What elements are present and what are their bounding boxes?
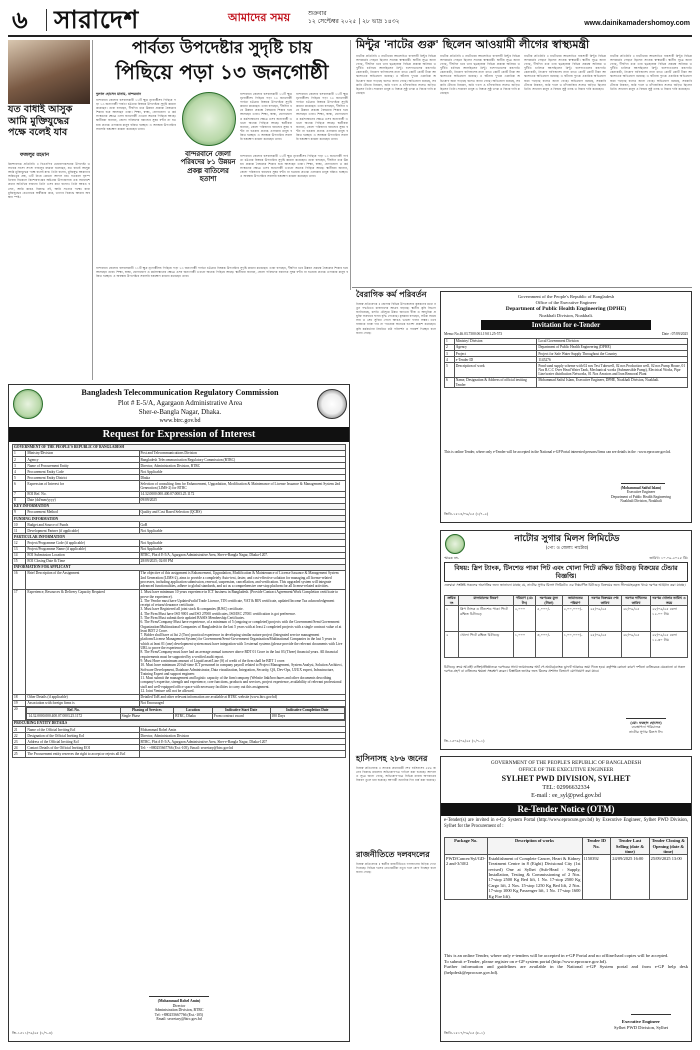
requirement-item: 11. Must submit the management and logistic capacity of the firm/company (Website link/brochures and other documents describing company's expertise, strength and experience, core functions, products and services, project experience, availability of relevant professional staff and well-equipped office space with necessary facilities to carry out this assignment. bbox=[140, 676, 342, 689]
table-cell: ২,০০০ bbox=[513, 606, 535, 632]
row-value: Mohammad Saiful Islam, Executive Engineer, DPHE, Noakhali Division, Noakhali. bbox=[537, 377, 688, 387]
table-cell: খোলা পিটে রক্ষিত চিটাগুড় bbox=[459, 632, 514, 658]
row-label: Address of the Official Inviting EoI bbox=[26, 739, 139, 745]
table-cell: স্লিপ ট্যাংক ও টিনশেড পাকা পিটে রক্ষিত চিটাগুড় bbox=[459, 606, 514, 632]
sugar-mills-table bbox=[444, 595, 688, 658]
pwd-tender-id: 1150392 bbox=[582, 855, 611, 900]
sugar-mills-signature bbox=[626, 711, 666, 719]
row-number: 10 bbox=[13, 522, 26, 528]
row-label: Ministry/ Division bbox=[454, 339, 537, 345]
pwd-note1: This is an online Tender, where only e-tenders will be accepted in e-GP Portal and no offline/hard copies will be accepted. bbox=[444, 953, 669, 958]
row-value: GoB bbox=[139, 522, 345, 528]
dphe-table bbox=[444, 338, 688, 388]
table-header bbox=[27, 707, 345, 713]
btrc-row-17 bbox=[13, 589, 346, 694]
table-cell: ২৮/০৯/২৫ bbox=[621, 632, 650, 658]
section-heading: KEY INFORMATION bbox=[13, 504, 346, 510]
sugar-mills-org: নাটোর সুগার মিলস লিমিটেড bbox=[514, 534, 620, 544]
btrc-logo bbox=[13, 389, 43, 419]
row-value: Local Government Division bbox=[537, 339, 688, 345]
btrc-advertisement bbox=[8, 384, 350, 1042]
dphe-memo-date: Date : 07/09/2025 bbox=[662, 332, 688, 336]
requirement-item: 6. The Firm/Company Must have experience, of a minimum of 5 (ongoing or completed) projects with the Government/Semi Government Organization/Multinational Companies of Bangladesh in the last 5 years with at least 2 completed projects with a single contract value of at least BDT 2 Crore. bbox=[140, 620, 342, 633]
row-label: Name, Designation & Address of official inviting Tender bbox=[454, 377, 537, 387]
row-label: Association with foreign firms is bbox=[26, 700, 139, 706]
table-row bbox=[445, 606, 688, 632]
header-day: শুক্রবার bbox=[308, 10, 327, 17]
row-value: 14.32.0000.000.400.07.0003.25.1172 bbox=[139, 491, 345, 497]
pwd-signer-title: Executive Engineer bbox=[621, 1019, 661, 1024]
btrc-signer-div: Administration Division, BTRC bbox=[154, 1008, 204, 1013]
dphe-dept: Department of Public Health Engineering (DPHE) bbox=[505, 306, 627, 312]
table-row bbox=[445, 632, 688, 658]
row-value: BTRC, Plot # E-5/A, Agargaon Administrative Area, Sher-e-Bangla Nagar, Dhaka-1207. bbox=[139, 552, 345, 558]
right-top-body-4: নাটোর প্রতিনিধি ॥ নাটোরের আলোচিত ব্যবসায়ী মিন্টুর বিভিন্ন অপকর্মের পেছনে ছিলেন সাবেক স্বাস্থ্যমন্ত্রী। স্থানীয় সূত্রে জানা গেছে, দীর্ঘদিন ধরে তার ছত্রছায়ায় বিভিন্ন প্রকল্পে অনিয়ম ও দুর্নীতি চালিয়ে আসছিলেন মিন্টু। হাসপাতালের যন্ত্রপাতি কেনাকাটা, নিয়োগ বাণিজ্যসহ নানা খাতে কোটি কোটি টাকা আত্মসাতের অভিযোগ রয়েছে। এ ঘটনায় দুদকে একাধিক অভিযোগ জমা পড়েছে বলেও জানা গেছে। অভিযোগ রয়েছে, সরকারি টেন্ডার নিয়ন্ত্রণ, জমি দখল ও চাঁদাবাজির সঙ্গেও জড়িত ছিলেন তিনি। সাধারণ মানুষ এ বিষয়ে সুষ্ঠু তদন্ত ও বিচার দাবি করেছেন। bbox=[610, 54, 692, 91]
section-heading: GOVERNMENT OF THE PEOPLE'S REPUBLIC OF BANGLADESH bbox=[13, 445, 346, 451]
row-value: Quality and Cost Based Selection (QCBS) bbox=[139, 510, 345, 516]
dphe-memo: Memo No.46.03.7500.061.19.01.25-573 bbox=[444, 332, 503, 336]
row-label: Designation of the Official Inviting EoI bbox=[26, 733, 139, 739]
section-heading: INFORMATION FOR APPLICANT bbox=[13, 564, 346, 570]
btrc-org: Bangladesh Telecommunication Regulatory Commission bbox=[81, 388, 279, 397]
row-label: Project bbox=[454, 351, 537, 357]
main-kicker: পার্বত্য উপদেষ্টার সুদৃষ্টি চায় bbox=[131, 38, 313, 57]
page-header bbox=[8, 6, 692, 34]
row-number: 4 bbox=[445, 357, 455, 363]
column-header: ক্রমিক নং bbox=[445, 596, 459, 606]
row-value: Bangladesh Telecommunication Regulatory Commission (BTRC) bbox=[139, 457, 345, 463]
column-header: দরপত্রের মূল্য (টাকা) bbox=[536, 596, 562, 606]
row-value: Selection of consulting firm for Enhancement, Upgradation, Modification & Maintenance of License Issuance & Management System 2nd Generation (LIMS-2) for BTRC bbox=[139, 481, 345, 491]
table-cell: ২৮/০৯/২৫ বেলা ১২.৩০ টায় bbox=[651, 632, 688, 658]
requirement-item: 12. Joint Venture will not be allowed. bbox=[140, 689, 195, 694]
row-number: 23 bbox=[13, 739, 26, 745]
row-number: 7 bbox=[13, 491, 26, 497]
pwd-description: Establishment of Complete Cancer, Heart & Kidney Treatment Centre in 8 (Eight) Divisional City (1st revised) One at Sylhet (Sub-Head : Supply, Installation, Testing & Commissioning of 2 Nos. 17-stop 2500 Kg Bed lift, 1 No. 17-stop 2500 Kg Cargo lift, 2 Nos. 15-stop 1250 Kg Bed lift, 2 Nos. 17-stop 1000 Kg Passenger lift, 1 No. 17-stop 1600 Kg Fire lift). bbox=[488, 855, 581, 899]
column-header: Phasing of Services bbox=[120, 707, 173, 713]
table-row bbox=[445, 363, 688, 378]
sugar-mills-memo: স্মারক নং- bbox=[444, 556, 459, 560]
sugar-mills-logo bbox=[445, 534, 465, 554]
row-label: Expression of Interest for bbox=[26, 481, 139, 491]
row-number: 3 bbox=[445, 351, 455, 357]
dphe-office: Office of the Executive Engineer bbox=[535, 300, 597, 305]
hasina-body: নিজস্ব প্রতিবেদক ॥ সাবেক প্রধানমন্ত্রী শেখ হাসিনাসহ ২৮৬ জনের বিরুদ্ধে মামলার অভিযোগপত্র দাখিল করা হয়েছে। আদালত সূত্রে জানা গেছে, অভিযোগপত্রে বিভিন্ন ধারায় অপরাধের বিবরণ তুলে ধরা হয়েছে। আগামী শুনানির দিন ধার্য করা হয়েছে। bbox=[356, 766, 436, 783]
row-value bbox=[139, 751, 345, 757]
row-value: 1145276 bbox=[537, 357, 688, 363]
main-body-col4: বান্দরবান জেলায় বসবাসকারী ১১টি ক্ষুদ্র নৃগোষ্ঠীসহ পিছিয়ে পড়া ১৩ জনগোষ্ঠী পার্বত্য চট্টগ্রাম বিষয়ক উপদেষ্টার সুদৃষ্টি কামনা করেছেন। তারা বলছেন, দীর্ঘদিন ধরে উন্নয়ন প্রকল্পে বৈষম্যের শিকার হয়ে আসছেন তারা। শিক্ষা, স্বাস্থ্য, যোগাযোগ ও কর্মসংস্থানের ক্ষেত্রে এসব জনগোষ্ঠী এখনো অনেক পিছিয়ে আছে। স্থানীয়রা জানান, জেলা পরিষদের বরাদ্দের সুষম বণ্টন না হওয়ায় প্রত্যন্ত এলাকার মানুষ বঞ্চিত হচ্ছেন। এ অবস্থায় উপদেষ্টার সরাসরি হস্তক্ষেপ কামনা করেছেন তারা। bbox=[296, 92, 348, 142]
row-number: 19 bbox=[13, 700, 26, 706]
row-number: 1 bbox=[13, 451, 26, 457]
hasina-headline: হাসিনাসহ ২৮৬ জনের bbox=[356, 754, 428, 763]
pwd-signature bbox=[631, 1007, 671, 1015]
main-body-lower: বান্দরবান জেলায় বসবাসকারী ১১টি ক্ষুদ্র নৃগোষ্ঠীসহ পিছিয়ে পড়া ১৩ জনগোষ্ঠী পার্বত্য চট্টগ্রাম বিষয়ক উপদেষ্টার সুদৃষ্টি কামনা করেছেন। তারা বলছেন, দীর্ঘদিন ধরে উন্নয়ন প্রকল্পে বৈষম্যের শিকার হয়ে আসছেন তারা। শিক্ষা, স্বাস্থ্য, যোগাযোগ ও কর্মসংস্থানের ক্ষেত্রে এসব জনগোষ্ঠী এখনো অনেক পিছিয়ে আছে। স্থানীয়রা জানান, জেলা পরিষদের বরাদ্দের সুষম বণ্টন না হওয়ায় প্রত্যন্ত এলাকার মানুষ বঞ্চিত হচ্ছেন। এ অবস্থায় উপদেষ্টার সরাসরি হস্তক্ষেপ কামনা করেছেন তারা। bbox=[96, 266, 348, 279]
pwd-package: PWD/Cancer/Syl/GD-2 and-3/30/2 bbox=[445, 855, 488, 900]
pwd-col-tender-id: Tender ID No. bbox=[582, 838, 611, 855]
column-header: Ref. No. bbox=[27, 707, 120, 713]
section-title: সারাদেশ bbox=[54, 5, 139, 34]
table-row bbox=[13, 481, 346, 491]
sugar-mills-signer: (মো: ফরহাদ হোসেন) bbox=[630, 721, 662, 725]
table-row bbox=[445, 855, 688, 900]
left-story-body: কিশোরগঞ্জ প্রতিনিধি ॥ বিএনপির চেয়ারপারসনের উপদেষ্টা ও সাবেক সংসদ সদস্য ফজলুর রহমান বলেছেন, যত বাধাই আসুক আমি মুক্তিযুদ্ধের পক্ষে বলেই যাব। তিনি বলেন, মুক্তিযুদ্ধ আমাদের অস্তিত্বের প্রশ্ন, এটি নিয়ে কোনো আপস নয়। গতকাল বৃহস্পতিবার বিকেলে কিশোরগঞ্জের অষ্টগ্রাম উপজেলায় এক সমাবেশে প্রধান অতিথির বক্তব্যে তিনি এসব কথা বলেন। তিনি আরও বলেন, আমি কারও বিরুদ্ধে নই, আমি সত্যের পক্ষে। যারা মুক্তিযুদ্ধের চেতনাকে অস্বীকার করে, তাদের বিরুদ্ধে আমার অবস্থান স্পষ্ট। bbox=[8, 162, 90, 199]
pwd-note3: Further information and guidelines are available in the National e-GP System portal and from e-GP help desk (helpdesk@eprocure.gov.bd). bbox=[444, 964, 688, 975]
pwd-col-last-selling: Tender Last Selling (date & time) bbox=[611, 838, 649, 855]
btrc-table bbox=[12, 444, 346, 758]
pwd-gov: GOVERNMENT OF THE PEOPLE'S REPUBLIC OF BANGLADESH bbox=[490, 760, 642, 766]
row-number: 2 bbox=[445, 345, 455, 351]
table-cell: ১,০০,০০০/- bbox=[562, 632, 589, 658]
row-number: 12 bbox=[13, 540, 26, 546]
row-number: 14 bbox=[13, 552, 26, 558]
sugar-mills-advertisement bbox=[440, 530, 692, 750]
dphe-title: Invitation for e-Tender bbox=[481, 320, 651, 330]
header-website[interactable]: www.dainikamadershomoy.com bbox=[584, 20, 690, 27]
main-body-col1: বান্দরবান জেলায় বসবাসকারী ১১টি ক্ষুদ্র নৃগোষ্ঠীসহ পিছিয়ে পড়া ১৩ জনগোষ্ঠী পার্বত্য চট্টগ্রাম বিষয়ক উপদেষ্টার সুদৃষ্টি কামনা করেছেন। তারা বলছেন, দীর্ঘদিন ধরে উন্নয়ন প্রকল্পে বৈষম্যের শিকার হয়ে আসছেন তারা। শিক্ষা, স্বাস্থ্য, যোগাযোগ ও কর্মসংস্থানের ক্ষেত্রে এসব জনগোষ্ঠী এখনো অনেক পিছিয়ে আছে। স্থানীয়রা জানান, জেলা পরিষদের বরাদ্দের সুষম বণ্টন না হওয়ায় প্রত্যন্ত এলাকার মানুষ বঞ্চিত হচ্ছেন। এ অবস্থায় উপদেষ্টার সরাসরি হস্তক্ষেপ কামনা করেছেন তারা। bbox=[96, 98, 176, 131]
btrc-address1: Plot # E-5/A, Agargaon Administrative Area bbox=[117, 399, 243, 407]
row-label: Project/Programme Code (if applicable) bbox=[26, 540, 139, 546]
row-value: Director, Administration Division, BTRC bbox=[139, 463, 345, 469]
table-cell: BTRC, Dhaka bbox=[174, 713, 213, 719]
row-value: Dhaka bbox=[139, 475, 345, 481]
pwd-tel: TEL: 02996632334 bbox=[542, 785, 590, 791]
pwd-signer-div: Sylhet PWD Division, Sylhet bbox=[613, 1024, 669, 1030]
btrc-address2: Sher-e-Bangla Nagar, Dhaka. bbox=[138, 408, 222, 416]
row-number: 9 bbox=[13, 510, 26, 516]
dphe-signature bbox=[621, 476, 665, 484]
main-body-col3: বান্দরবান জেলায় বসবাসকারী ১১টি ক্ষুদ্র নৃগোষ্ঠীসহ পিছিয়ে পড়া ১৩ জনগোষ্ঠী পার্বত্য চট্টগ্রাম বিষয়ক উপদেষ্টার সুদৃষ্টি কামনা করেছেন। তারা বলছেন, দীর্ঘদিন ধরে উন্নয়ন প্রকল্পে বৈষম্যের শিকার হয়ে আসছেন তারা। শিক্ষা, স্বাস্থ্য, যোগাযোগ ও কর্মসংস্থানের ক্ষেত্রে এসব জনগোষ্ঠী এখনো অনেক পিছিয়ে আছে। স্থানীয়রা জানান, জেলা পরিষদের বরাদ্দের সুষম বণ্টন না হওয়ায় প্রত্যন্ত এলাকার মানুষ বঞ্চিত হচ্ছেন। এ অবস্থায় উপদেষ্টার সরাসরি হস্তক্ষেপ কামনা করেছেন তারা। bbox=[240, 92, 292, 142]
btrc-signature bbox=[149, 989, 209, 997]
row-number: 4 bbox=[13, 469, 26, 475]
pwd-footer-code: জিডি-১৫১৭/০৯/২৫ (৮–১) bbox=[444, 1031, 485, 1035]
requirement-item: 10. Must have minimum 20 full-time ICT personnel in company payroll related to Project Management, System Analyst, Solution Architect, Software Development, Database Administrator, Data visualization, Integration, Security, QA, Dev-Ops, UI/UX expert, Infrastructure, Training Expert and support engineer. bbox=[140, 663, 343, 676]
row-number: 17 bbox=[13, 589, 26, 694]
pwd-col-description: Description of works bbox=[487, 838, 582, 855]
row-label: Development Partner (if applicable) bbox=[26, 528, 139, 534]
requirement-item: 5. The Firm Must submit their updated BASIS Membership Certificates. bbox=[140, 616, 245, 620]
section-heading: FUNDING INFORMATION bbox=[13, 516, 346, 522]
table-row bbox=[445, 377, 688, 387]
row-label: Project/Programme Name (if applicable) bbox=[26, 546, 139, 552]
table-cell: ১ bbox=[445, 606, 459, 632]
row-number: 16 bbox=[13, 570, 26, 589]
row-value: Department of Public Health Engineering (DPHE) bbox=[537, 345, 688, 351]
right-top-body-1: নাটোর প্রতিনিধি ॥ নাটোরের আলোচিত ব্যবসায়ী মিন্টুর বিভিন্ন অপকর্মের পেছনে ছিলেন সাবেক স্বাস্থ্যমন্ত্রী। স্থানীয় সূত্রে জানা গেছে, দীর্ঘদিন ধরে তার ছত্রছায়ায় বিভিন্ন প্রকল্পে অনিয়ম ও দুর্নীতি চালিয়ে আসছিলেন মিন্টু। হাসপাতালের যন্ত্রপাতি কেনাকাটা, নিয়োগ বাণিজ্যসহ নানা খাতে কোটি কোটি টাকা আত্মসাতের অভিযোগ রয়েছে। এ ঘটনায় দুদকে একাধিক অভিযোগ জমা পড়েছে বলেও জানা গেছে। অভিযোগ রয়েছে, সরকারি টেন্ডার নিয়ন্ত্রণ, জমি দখল ও চাঁদাবাজির সঙ্গেও জড়িত ছিলেন তিনি। সাধারণ মানুষ এ বিষয়ে সুষ্ঠু তদন্ত ও বিচার দাবি করেছেন। bbox=[356, 54, 436, 95]
row-value: Not Applicable bbox=[139, 540, 345, 546]
row-number: 21 bbox=[13, 727, 26, 733]
row-number: 5 bbox=[13, 475, 26, 481]
table-cell: ২৫/০৯/২৫ bbox=[589, 606, 622, 632]
btrc-signer-email: Email: secretary@btrc.gov.bd bbox=[156, 1017, 202, 1022]
btrc-title: Request for Expression of Interest bbox=[9, 427, 349, 442]
row-value: 09/09/2025 bbox=[139, 497, 345, 503]
section-heading: PARTICULAR INFORMATION bbox=[13, 534, 346, 540]
row-value: Not Encouraged bbox=[139, 700, 345, 706]
table-cell: 14.32.0000.000.400.07.0003.25.1172 bbox=[27, 713, 120, 719]
requirement-item: 4. The Firm Must have ISO 9001 and ISO 27000 certificates, ISO/IEC 27001 certification is got preference. bbox=[140, 611, 296, 616]
table-cell: ১,০০০ bbox=[513, 632, 535, 658]
table-cell: ২৮/০৯/২৫ বেলা ১২.০০ টায় bbox=[651, 606, 688, 632]
row-label: Name of the Official Inviting EoI bbox=[26, 727, 139, 733]
dphe-advertisement bbox=[440, 291, 692, 523]
row-value: BTRC, Plot # E-5/A, Agargaon Administrative Area, Sher-e-Bangla Nagar, Dhaka-1207 bbox=[139, 739, 345, 745]
column-header: Indicative Start Date bbox=[212, 707, 270, 713]
btrc-signer-tel: Tel: +880255667766 (Ext.-105) bbox=[154, 1012, 204, 1017]
row-label: Name of Procurement Entity bbox=[26, 463, 139, 469]
row-number: 20 bbox=[13, 706, 26, 720]
column-header: Location bbox=[174, 707, 213, 713]
column-header: মালামালের বিবরণ bbox=[459, 596, 514, 606]
sugar-mills-footer-code: জি-১৫০৯/০৯/২৫ (১/৭–১) bbox=[444, 739, 485, 743]
btrc-emblem bbox=[317, 389, 347, 419]
row-label: EOI Ref. No. bbox=[26, 491, 139, 497]
main-byline: দুলাল হোসেন মানাম, বান্দরবান bbox=[96, 92, 142, 96]
pwd-email[interactable]: E-mail : ee_syl@pwd.gov.bd bbox=[531, 793, 601, 799]
pwd-col-package: Package No. bbox=[445, 838, 488, 855]
pwd-title: Re-Tender Notice (OTM) bbox=[441, 803, 691, 816]
table-cell: ৩,০০০/- bbox=[536, 632, 562, 658]
right-top-body-2: নাটোর প্রতিনিধি ॥ নাটোরের আলোচিত ব্যবসায়ী মিন্টুর বিভিন্ন অপকর্মের পেছনে ছিলেন সাবেক স্বাস্থ্যমন্ত্রী। স্থানীয় সূত্রে জানা গেছে, দীর্ঘদিন ধরে তার ছত্রছায়ায় বিভিন্ন প্রকল্পে অনিয়ম ও দুর্নীতি চালিয়ে আসছিলেন মিন্টু। হাসপাতালের যন্ত্রপাতি কেনাকাটা, নিয়োগ বাণিজ্যসহ নানা খাতে কোটি কোটি টাকা আত্মসাতের অভিযোগ রয়েছে। এ ঘটনায় দুদকে একাধিক অভিযোগ জমা পড়েছে বলেও জানা গেছে। অভিযোগ রয়েছে, সরকারি টেন্ডার নিয়ন্ত্রণ, জমি দখল ও চাঁদাবাজির সঙ্গেও জড়িত ছিলেন তিনি। সাধারণ মানুষ এ বিষয়ে সুষ্ঠু তদন্ত ও বিচার দাবি করেছেন। bbox=[440, 54, 520, 95]
row-label: Budget and Source of Funds bbox=[26, 522, 139, 528]
dphe-note: This is online Tender, where only e-Tender will be accepted in the National e-GP Portal interested persons/firms can see details in the : www.eprocure.gov.bd. bbox=[444, 450, 672, 454]
table-cell: ২,০০,০০০/- bbox=[562, 606, 589, 632]
row-value: Pond sand supply scheme with 02 nos Test Tubewell, 02 nos Production well, 02 nos Pump House, 01 Nos R.C.C Over Head Water Tank, Mechanical works (Submersible Pump), Electrical Works, Pipe Line/water distribution Networks, 01 Nos Aerators and Iron Removal Plant bbox=[537, 363, 688, 378]
right-top-headline: মিন্টুর 'নাটের গুরু' ছিলেন আওয়ামী লীগের স্বাস্থ্যমন্ত্রী bbox=[356, 38, 590, 51]
requirement-item: 1. Must have minimum 10 years experience in ICT business in Bangladesh. (Provide Contract Agreement/Work Completion certificate to prove the experience). bbox=[140, 590, 339, 599]
politician-photo bbox=[8, 40, 90, 104]
district-council-seal bbox=[182, 92, 236, 146]
sugar-mills-terms: চিটাগুড় ক্রয়ে আগ্রহী ব্যক্তি/প্রতিষ্ঠানকে দরপত্রের সাথে জামানতের অর্থ পে-অর্ডার/ব্যাংক ড্রাফট আকারে জমা দিতে হবে। কর্তৃপক্ষ কোনো কারণ দর্শানো ব্যতিরেকে যেকোনো বা সকল দরপত্র গ্রহণ বা বাতিলের ক্ষমতা সংরক্ষণ করেন। বিস্তারিত তথ্যের জন্য মিলের প্রশাসন বিভাগে যোগাযোগ করা যাবে। bbox=[444, 665, 686, 674]
requirement-item: 2. The Vendor must have Updated/valid Trade Licence, TIN certificate, VAT & BIN certificate, updated Income Tax acknowledgement receipt of return/clearance certificate. bbox=[140, 598, 335, 608]
row-number: 25 bbox=[13, 751, 26, 757]
btrc-footer-code: জি-১৫১১/০৯/২৫ (১/৭–৪) bbox=[12, 1031, 53, 1035]
row-label: Procurement Entity Code bbox=[26, 469, 139, 475]
row-value: Not Applicable bbox=[139, 528, 345, 534]
row-label: Ministry/Division bbox=[26, 451, 139, 457]
dphe-footer-code: জিডি-১৫১৪/০৯/২৫ (১/৭–২) bbox=[444, 512, 489, 516]
dphe-loc: Noakhali Division, Noakhali. bbox=[538, 313, 594, 318]
header-date: ১২ সেপ্টেম্বর ২০২৫ | ২৮ ভাদ্র ১৪৩২ bbox=[308, 18, 400, 25]
row-number: 24 bbox=[13, 745, 26, 751]
row-value: Detailed ToR and other relevant information are available at BTRC website (www.btrc.gov.bd) bbox=[139, 694, 345, 700]
row-number: 3 bbox=[13, 463, 26, 469]
row-label: Agency bbox=[454, 345, 537, 351]
sugar-mills-title: বিষয়: স্লিপ ট্যাংক, টিনশেড পাকা পিট এবং খোলা পিটে রক্ষিত চিটাগুড় বিক্রয়ের টেন্ডার বিজ্ঞপ্তি। bbox=[444, 562, 688, 582]
table-row bbox=[27, 713, 345, 719]
dphe-signer-loc: Noakhali Division, Noakhali bbox=[620, 499, 662, 504]
table-cell: From contract award bbox=[212, 713, 270, 719]
btrc-website[interactable]: www.btrc.gov.bd bbox=[159, 418, 201, 424]
row-number: 5 bbox=[445, 363, 455, 378]
phasing-table bbox=[26, 707, 345, 720]
row-value bbox=[26, 706, 346, 720]
row-label: Procurement Entity District bbox=[26, 475, 139, 481]
pwd-office: OFFICE OF THE EXECUTIVE ENGINEER bbox=[518, 767, 614, 773]
dphe-gov: Government of the People's Republic of Bangladesh bbox=[517, 294, 615, 299]
politics-body: নিজস্ব প্রতিবেদক ॥ স্থানীয় রাজনীতিতে দলবদলের হিড়িক দেখা দিয়েছে। বিভিন্ন দলের নেতাকর্মীরা নতুন দলে যোগ দিচ্ছেন বলে জানা গেছে। bbox=[356, 862, 436, 875]
row-label: EOI Submission Location bbox=[26, 552, 139, 558]
table-cell: ২৮/০৯/২৫ bbox=[621, 606, 650, 632]
row-value: Tel: - +880255667766 (Ext.-105), Email: secretary@btrc.gov.bd bbox=[139, 745, 345, 751]
row-number: 6 bbox=[13, 481, 26, 491]
btrc-row-20 bbox=[13, 706, 346, 720]
table-cell: Single Phase bbox=[120, 713, 173, 719]
row-label: Brief Description of the Assignment bbox=[26, 570, 139, 589]
main-headline: পিছিয়ে পড়া ১৩ জনগোষ্ঠী bbox=[115, 60, 329, 84]
table-cell: ৫,০০০/- bbox=[536, 606, 562, 632]
main-body-col3b: বান্দরবান জেলায় বসবাসকারী ১১টি ক্ষুদ্র নৃগোষ্ঠীসহ পিছিয়ে পড়া ১৩ জনগোষ্ঠী পার্বত্য চট্টগ্রাম বিষয়ক উপদেষ্টার সুদৃষ্টি কামনা করেছেন। তারা বলছেন, দীর্ঘদিন ধরে উন্নয়ন প্রকল্পে বৈষম্যের শিকার হয়ে আসছেন তারা। শিক্ষা, স্বাস্থ্য, যোগাযোগ ও কর্মসংস্থানের ক্ষেত্রে এসব জনগোষ্ঠী এখনো অনেক পিছিয়ে আছে। স্থানীয়রা জানান, জেলা পরিষদের বরাদ্দের সুষম বণ্টন না হওয়ায় প্রত্যন্ত এলাকার মানুষ বঞ্চিত হচ্ছেন। এ অবস্থায় উপদেষ্টার সরাসরি হস্তক্ষেপ কামনা করেছেন তারা। bbox=[240, 154, 348, 179]
requirement-item: 7. Bidder shall have at list 2 (Two) practical experience in developing similar nature project (Integrated service management platform/License Management System) for Government/Semi-Government Organization/Multinational Companies in the last 5 years in which at least 01 (one) development system must have integration with 3 external systems (please provide the relevant documents with Live URL to prove the experience). bbox=[140, 633, 343, 651]
row-label: Date (dd/mm/yyyy) bbox=[26, 497, 139, 503]
column-header: পরিমাণ (মে: টন) bbox=[513, 596, 535, 606]
main-subhead: বান্দরবানে জেলা পরিষদের ৮১ উন্নয়ন প্রকল্প বাতিলের হতাশা bbox=[180, 150, 236, 184]
dphe-signer-dept: Department of Public Health Engineering bbox=[611, 494, 671, 499]
column-header: দরপত্র বিক্রয়ের শেষ তারিখ bbox=[589, 596, 622, 606]
page-number: ৬ bbox=[12, 6, 28, 34]
row-value: Director, Administration Division bbox=[139, 733, 345, 739]
row-value: 28/09/2025; 02:00 PM bbox=[139, 558, 345, 564]
mid-column-headline: বৈরাগিক কর্ম পরিবর্তন bbox=[356, 290, 427, 299]
row-number: 6 bbox=[445, 377, 455, 387]
column-header: দরপত্র দাখিলের তারিখ bbox=[621, 596, 650, 606]
requirement-item: 8. The Firm/Company must have had an average annual turnover above BDT 01 Crore in the last 03 (Three) financial years. All financial requirements must be supported by a verified audit report. bbox=[140, 650, 338, 659]
column-header: দরপত্র খোলার তারিখ ও সময় bbox=[652, 596, 686, 605]
row-number: 13 bbox=[13, 546, 26, 552]
row-number: 8 bbox=[13, 497, 26, 503]
table-header bbox=[445, 596, 688, 606]
row-number: 11 bbox=[13, 528, 26, 534]
sugar-mills-signer-org: নাটোর সুগার মিলস লি: bbox=[629, 729, 663, 734]
row-label: EOI Closing Date & Time bbox=[26, 558, 139, 564]
sugar-mills-signer-title: ব্যবস্থাপনা পরিচালক bbox=[631, 725, 661, 730]
sugar-mills-memo-date: তারিখ: ১০.০৯.২০২৫ খ্রি: bbox=[649, 556, 688, 560]
row-label: Contact Details of the Official Inviting EOI bbox=[26, 745, 139, 751]
row-number: 22 bbox=[13, 733, 26, 739]
pwd-note2: To submit e-Tender, please register on e-GP system portal (http://www.eprocure.gov.bd). bbox=[444, 958, 607, 964]
row-label: Procurement Method bbox=[26, 510, 139, 516]
pull-quote: যত বাধাই আসুক আমি মুক্তিযুদ্ধের পক্ষে বলেই যাব bbox=[8, 104, 73, 138]
mid-column-body: নিজস্ব প্রতিবেদক ॥ জেলার বিভিন্ন উপজেলায় কৃষকদের মধ্যে নতুন পদ্ধতিতে চাষাবাদের আগ্রহ বাড়ছে। স্থানীয় কৃষি বিভাগ জানিয়েছে, চলতি মৌসুমে উন্নত জাতের বীজ ও আধুনিক প্রযুক্তি ব্যবহারে ফলন বৃদ্ধি পেয়েছে। কৃষকরা বলছেন, সঠিক সময়ে সার ও সেচ সুবিধা পেলে আরও ভালো ফলন সম্ভব। তবে বাজারে ন্যায্য দাম না পাওয়ায় অনেকে হতাশা প্রকাশ করেছেন। কৃষি কর্মকর্তারা নিয়মিত মাঠ পরিদর্শন ও পরামর্শ দিচ্ছেন বলে জানা গেছে। bbox=[356, 302, 436, 335]
pwd-intro: e-Tender(s) are invited in e-Gp System Portal (http://www.eprocure.gov.bd) by Executive Engineer, Sylhet PWD Division, Sylhet for the Procurement of : bbox=[444, 818, 688, 829]
pwd-table bbox=[444, 837, 688, 900]
row-value: The objective of this assignment is Enhancement, Upgradation, Modification & Maintenance of License Issuance & Management System 2nd Generation (LIMS-2), aims to provide a completely Auto-text, faster, and cost-effective solution for managing all license-related processes, including application submission, renewal, suspension, cancellation, and verification. This upgraded system will integrate advanced functionalities, adhere to global standards, and act as a comprehensive one-stop platform for all license-related activities. bbox=[139, 570, 345, 589]
column-header: Indicative Completion Date bbox=[270, 707, 345, 713]
pwd-closing: 25/09/2025 13:00 bbox=[649, 855, 687, 900]
row-number: 18 bbox=[13, 694, 26, 700]
sugar-mills-intro: এতদ্বারা সংশ্লিষ্ট সকলের অবগতির জন্য জানানো যাচ্ছে যে, নাটোর সুগার মিলস লিমিটেড এর নিম্নবর্ণিত চিটাগুড় বিক্রয়ের জন্য সীলমোহরকৃত খামে দরপত্র আহ্বান করা যাচ্ছে। bbox=[444, 583, 686, 587]
section-heading: PROCURING ENTITY DETAILS bbox=[13, 721, 346, 727]
row-number: 2 bbox=[13, 457, 26, 463]
pwd-division: SYLHET PWD DIVISION, SYLHET bbox=[501, 774, 631, 783]
row-value: Post and Telecommunications Division bbox=[139, 451, 345, 457]
row-value: Project for Safe Water Supply Throughout the Country bbox=[537, 351, 688, 357]
pwd-last-selling: 24/09/2025 16:00 bbox=[611, 855, 649, 900]
row-label: Agency bbox=[26, 457, 139, 463]
brand-logo: আমাদের সময় bbox=[228, 11, 291, 24]
table-cell: 180 Days bbox=[270, 713, 345, 719]
row-value: Not Applicable bbox=[139, 469, 345, 475]
btrc-signer-title: Director bbox=[172, 1003, 186, 1008]
row-label: The Procurement entity reserves the right to accept or rejects all EoI bbox=[26, 751, 139, 757]
sugar-mills-loc: (পো: ও জেলা: নাটোর) bbox=[545, 546, 589, 551]
row-label: Other Details (if applicable) bbox=[26, 694, 139, 700]
column-header: জামানতের পরিমাণ bbox=[562, 596, 589, 606]
requirement-item: 9. Must Have a minimum amount of Liquid asset/Line (S) of credit of the firm shall be BDT 1 crore. bbox=[140, 658, 286, 663]
row-value: Mohammad Rohel Amin bbox=[139, 727, 345, 733]
table-row bbox=[13, 751, 346, 757]
row-label: e-Tender ID bbox=[454, 357, 537, 363]
table-cell: ২৫/০৯/২৫ bbox=[589, 632, 622, 658]
row-value: Not Applicable bbox=[139, 546, 345, 552]
row-number: 1 bbox=[445, 339, 455, 345]
requirement-item: 3. Must have Registered all joint stock & companies (RJSC) certificate. bbox=[140, 607, 244, 612]
btrc-signer: (Mohammad Rohel Amin) bbox=[157, 999, 201, 1003]
pwd-advertisement bbox=[440, 756, 692, 1042]
politics-headline: রাজনীতিতে দলবদলের bbox=[356, 850, 430, 859]
pwd-col-closing: Tender Closing & Opening (date & time) bbox=[649, 838, 687, 855]
right-top-body-3: নাটোর প্রতিনিধি ॥ নাটোরের আলোচিত ব্যবসায়ী মিন্টুর বিভিন্ন অপকর্মের পেছনে ছিলেন সাবেক স্বাস্থ্যমন্ত্রী। স্থানীয় সূত্রে জানা গেছে, দীর্ঘদিন ধরে তার ছত্রছায়ায় বিভিন্ন প্রকল্পে অনিয়ম ও দুর্নীতি চালিয়ে আসছিলেন মিন্টু। হাসপাতালের যন্ত্রপাতি কেনাকাটা, নিয়োগ বাণিজ্যসহ নানা খাতে কোটি কোটি টাকা আত্মসাতের অভিযোগ রয়েছে। এ ঘটনায় দুদকে একাধিক অভিযোগ জমা পড়েছে বলেও জানা গেছে। অভিযোগ রয়েছে, সরকারি টেন্ডার নিয়ন্ত্রণ, জমি দখল ও চাঁদাবাজির সঙ্গেও জড়িত ছিলেন তিনি। সাধারণ মানুষ এ বিষয়ে সুষ্ঠু তদন্ত ও বিচার দাবি করেছেন। bbox=[524, 54, 606, 91]
dphe-signer-title: Executive Engineer bbox=[626, 490, 656, 495]
row-number: 15 bbox=[13, 558, 26, 564]
left-byline: ফজলুর রহমান bbox=[20, 152, 49, 158]
row-label: Experience, Resources & Delivery Capacity Required bbox=[26, 589, 139, 694]
btrc-row-16 bbox=[13, 570, 346, 589]
row-label: Description of work bbox=[454, 363, 537, 378]
row-value bbox=[139, 589, 345, 694]
dphe-signer: (Mohammad Saiful Islam) bbox=[620, 486, 662, 490]
table-cell: ২ bbox=[445, 632, 459, 658]
